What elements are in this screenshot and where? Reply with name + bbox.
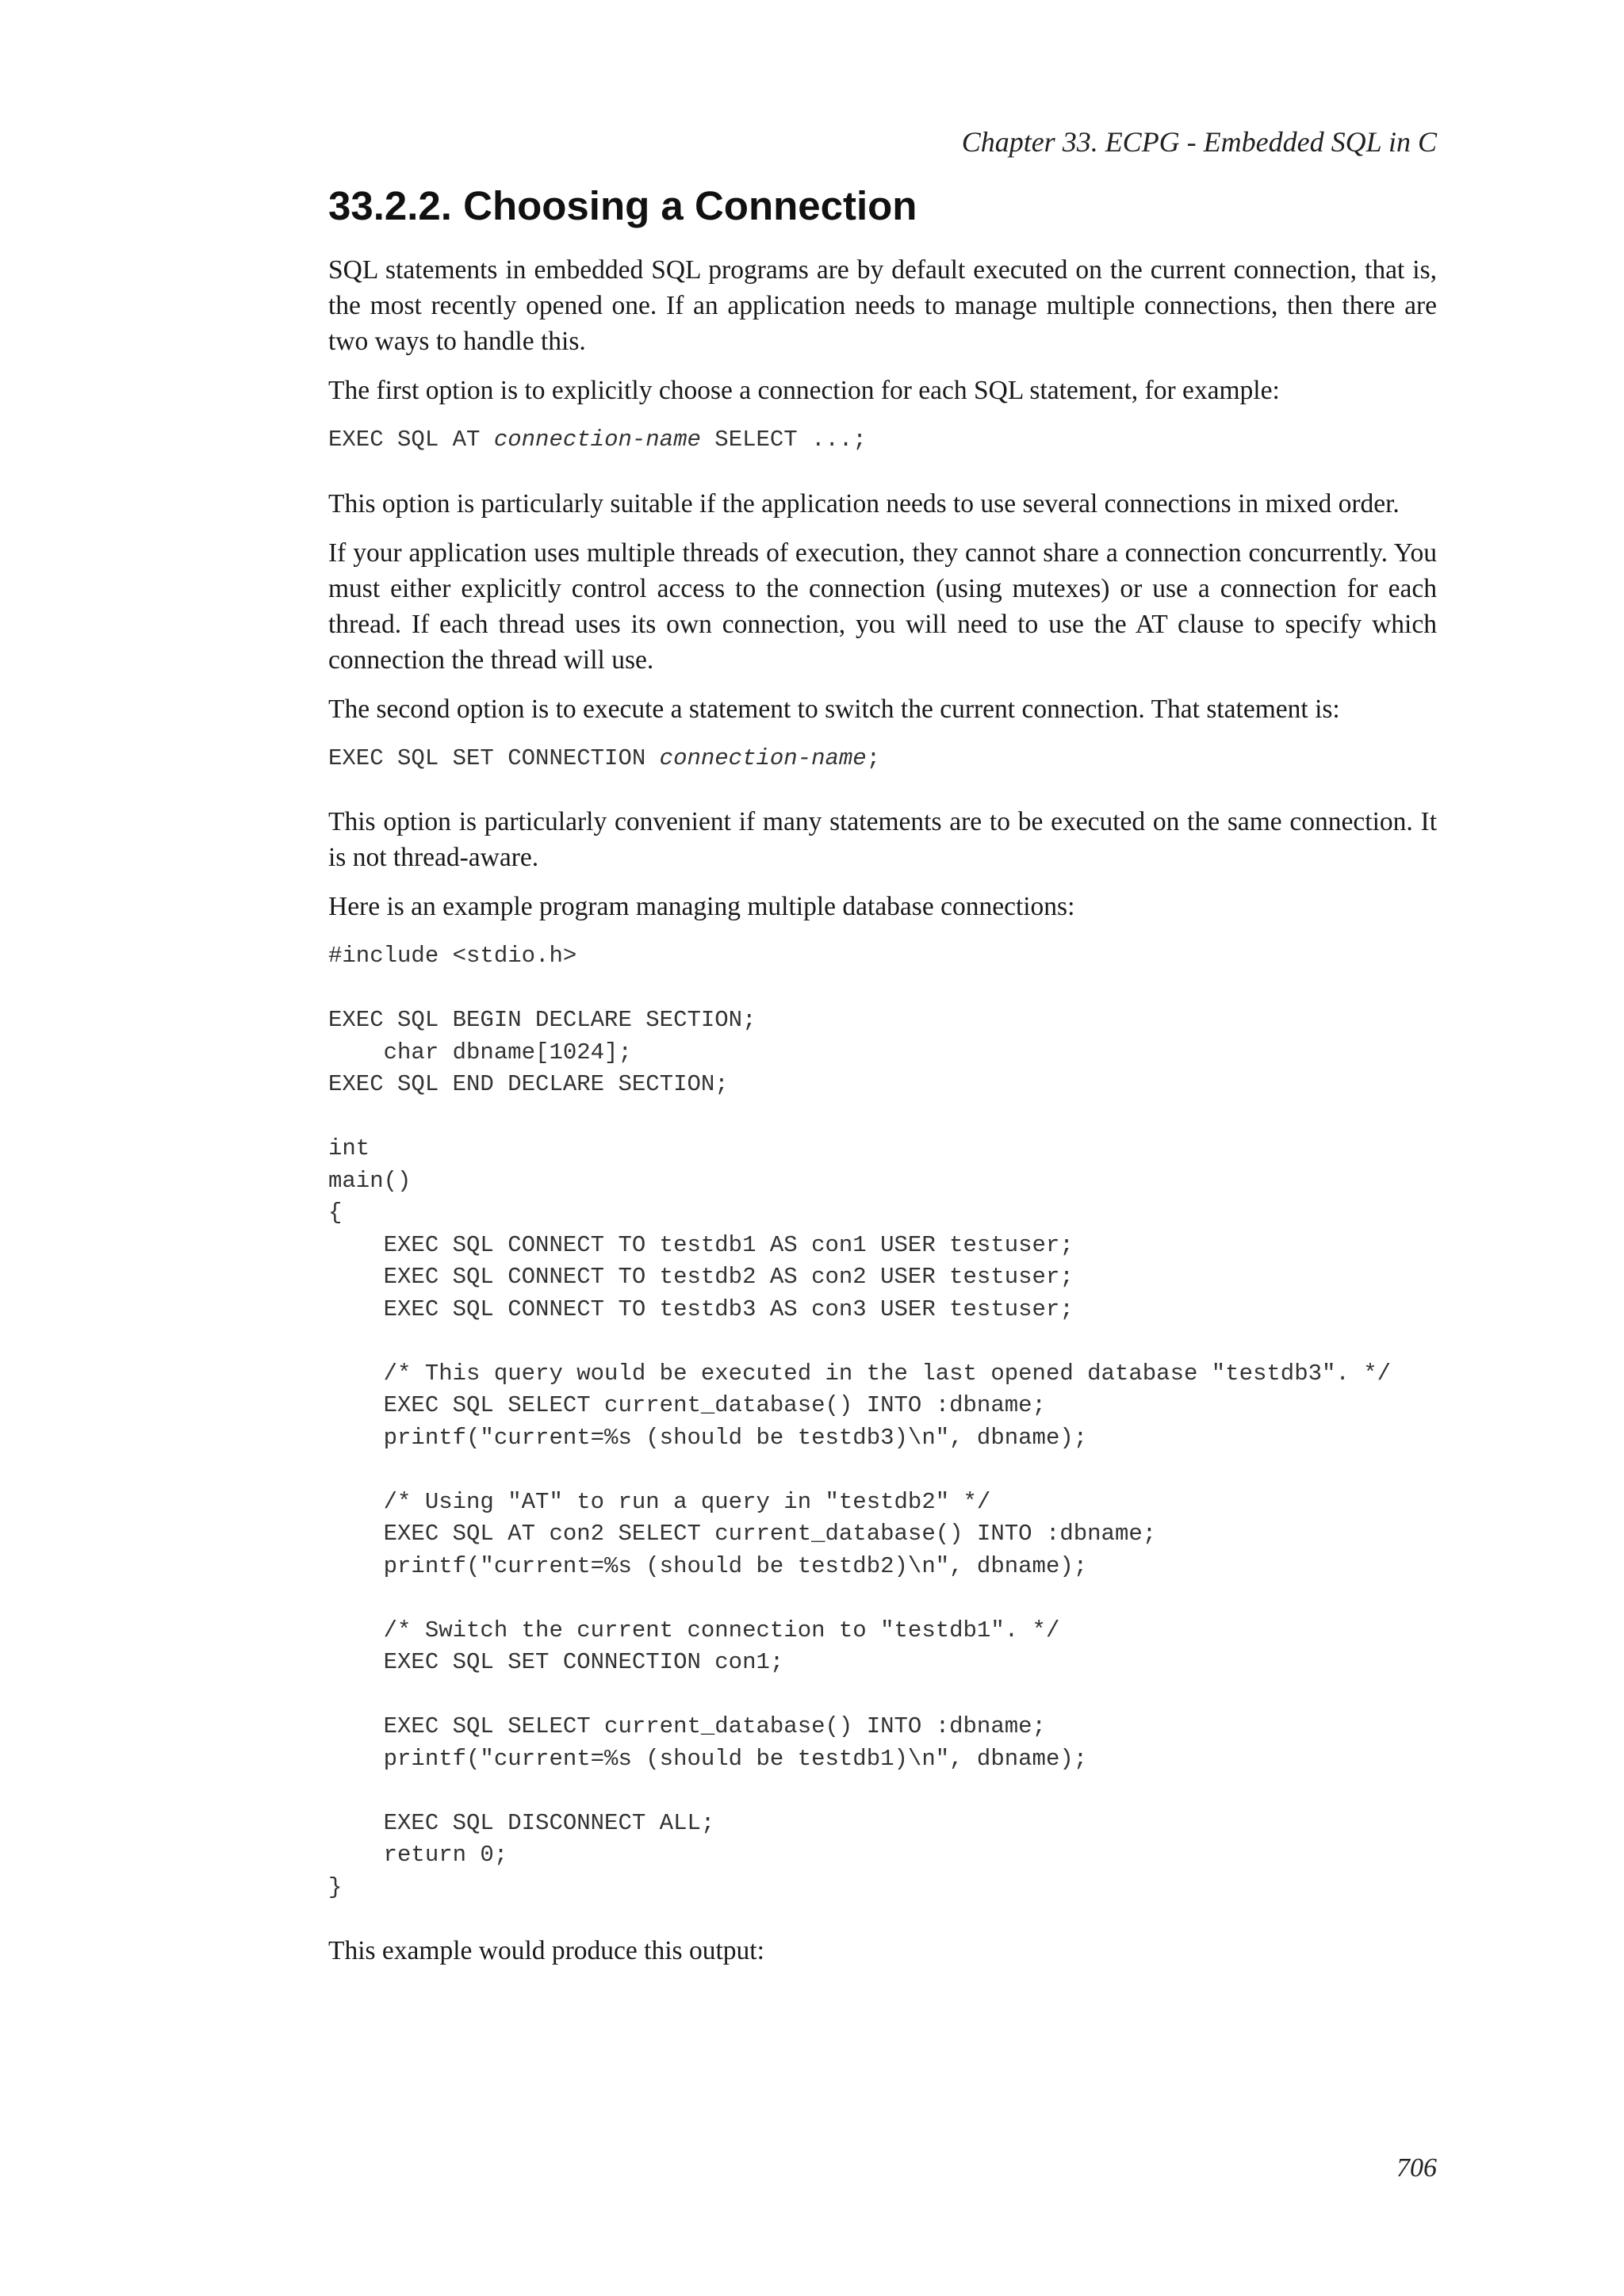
code-line <box>328 743 1437 775</box>
code-parameter: connection-name <box>493 427 701 453</box>
code-line: printf("current=%s (should be testdb2)\n", dbname); <box>328 1552 1088 1579</box>
code-keyword: EXEC SQL AT <box>328 427 494 453</box>
paragraph-first-option: The first option is to explicitly choose a connection for each SQL statement, for example: <box>328 376 1280 405</box>
code-line: } <box>328 1873 343 1900</box>
code-example-block <box>328 940 1437 1904</box>
code-line: EXEC SQL BEGIN DECLARE SECTION; <box>328 1007 756 1033</box>
code-line: #include <stdio.h> <box>328 943 577 969</box>
code-keyword: SELECT ...; <box>700 427 867 453</box>
paragraph-intro: SQL statements in embedded SQL programs are by default executed on the current connection, that is, the most recently opened one. If an application needs to manage multiple connections, then there are two ways to handle this. <box>328 255 1437 356</box>
code-line: printf("current=%s (should be testdb1)\n", dbname); <box>328 1745 1088 1772</box>
paragraph-example-intro: Here is an example program managing multiple database connections: <box>328 892 1075 921</box>
code-line: EXEC SQL SET CONNECTION con1; <box>328 1649 784 1675</box>
code-line <box>328 1582 1437 1615</box>
code-line: EXEC SQL CONNECT TO testdb3 AS con3 USER testuser; <box>328 1295 1074 1322</box>
code-line: { <box>328 1200 343 1226</box>
code-line <box>328 1679 1437 1712</box>
paragraph-convenient: This option is particularly convenient if many statements are to be executed on the same connection. It is not thread-aware. <box>328 807 1437 872</box>
code-line: EXEC SQL AT con2 SELECT current_database() INTO :dbname; <box>328 1521 1157 1547</box>
code-line <box>328 973 1437 1005</box>
code-line: return 0; <box>328 1842 508 1868</box>
document-body <box>328 252 1437 1982</box>
code-line: EXEC SQL END DECLARE SECTION; <box>328 1071 729 1097</box>
paragraph-threads: If your application uses multiple threads of execution, they cannot share a connection concurrently. You must either explicitly control access to the connection (using mutexes) or use a connection for each thread. If each thread uses its own connection, you will need to use the AT clause to specify which connection the thread will use. <box>328 538 1437 675</box>
code-set-connection-statement <box>328 743 1437 775</box>
code-line <box>328 424 1437 457</box>
paragraph-second-option: The second option is to execute a statement to switch the current connection. That statement is: <box>328 694 1340 724</box>
section-title: 33.2.2. Choosing a Connection <box>328 183 917 228</box>
code-line: EXEC SQL DISCONNECT ALL; <box>328 1809 715 1836</box>
running-header: Chapter 33. ECPG - Embedded SQL in C <box>961 126 1437 158</box>
code-line: EXEC SQL CONNECT TO testdb1 AS con1 USER testuser; <box>328 1231 1074 1258</box>
code-keyword: ; <box>866 744 881 771</box>
code-line: char dbname[1024]; <box>328 1039 632 1066</box>
code-at-statement <box>328 424 1437 457</box>
code-line: /* Switch the current connection to "testdb1". */ <box>328 1617 1060 1644</box>
code-line: int <box>328 1135 370 1161</box>
document-page <box>328 0 1437 2296</box>
code-parameter: connection-name <box>659 744 867 771</box>
code-line <box>328 1775 1437 1808</box>
code-line <box>328 1454 1437 1487</box>
code-line: EXEC SQL CONNECT TO testdb2 AS con2 USER testuser; <box>328 1264 1074 1290</box>
page-number: 706 <box>1396 2153 1437 2183</box>
code-line: /* Using "AT" to run a query in "testdb2" */ <box>328 1488 991 1515</box>
paragraph-mixed-order: This option is particularly suitable if the application needs to use several connections in mixed order. <box>328 488 1400 519</box>
code-line: main() <box>328 1167 412 1194</box>
code-line: /* This query would be executed in the last opened database "testdb3". */ <box>328 1360 1392 1387</box>
code-line: EXEC SQL SELECT current_database() INTO :dbname; <box>328 1392 1046 1418</box>
code-line <box>328 1326 1437 1358</box>
code-keyword: EXEC SQL SET CONNECTION <box>328 744 660 771</box>
paragraph-output-intro: This example would produce this output: <box>328 1936 764 1965</box>
code-line: printf("current=%s (should be testdb3)\n", dbname); <box>328 1424 1088 1451</box>
code-line: EXEC SQL SELECT current_database() INTO :dbname; <box>328 1713 1046 1739</box>
code-line <box>328 1101 1437 1134</box>
